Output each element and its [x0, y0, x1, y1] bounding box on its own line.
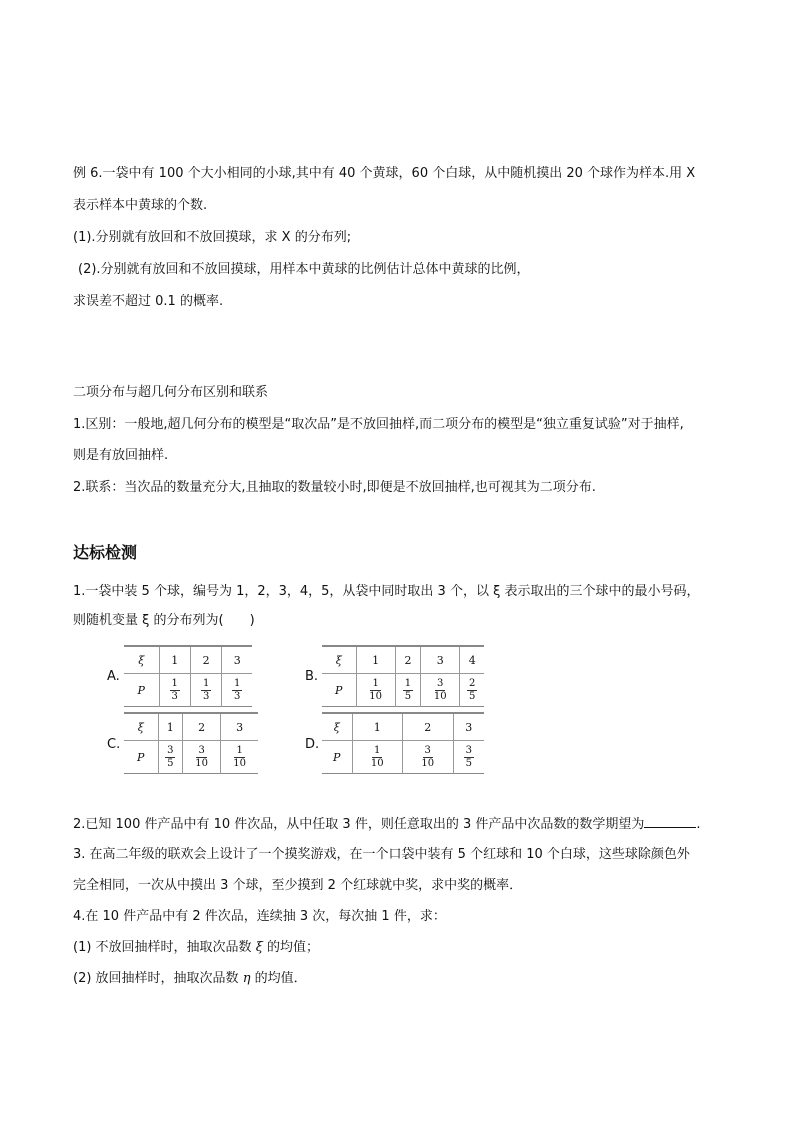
- option-d-table: [322, 712, 484, 774]
- example6-line2: 表示样本中黄球的个数.: [73, 198, 208, 213]
- option-b-table: [322, 645, 484, 707]
- comparison-title: 二项分布与超几何分布区别和联系: [73, 385, 269, 400]
- p-label: P: [137, 683, 145, 697]
- value-cell: 2: [395, 646, 420, 674]
- value-cell: 2: [190, 646, 221, 674]
- prob-cell: $\frac{1}{3}$: [222, 674, 252, 707]
- value-cell: 2: [183, 713, 221, 741]
- q2-period: .: [696, 817, 701, 832]
- q4-part2-text: (2) 放回抽样时，抽取次品数: [73, 971, 243, 986]
- prob-cell: $\frac{1}{10}$: [356, 674, 395, 707]
- option-a-table: [124, 645, 252, 707]
- comparison-diff1: 1.区别：一般地,超几何分布的模型是“取次品”是不放回抽样,而二项分布的模型是“独立重复试验”对于抽样,: [73, 417, 684, 432]
- answer-blank[interactable]: [644, 815, 696, 828]
- example6-part3: 求误差不超过 0.1 的概率.: [73, 294, 224, 309]
- xi-label: ξ: [322, 646, 356, 674]
- eta-variable: η: [242, 971, 251, 986]
- prob-cell: $\frac{1}{5}$: [395, 674, 420, 707]
- prob-cell: $\frac{3}{10}$: [421, 674, 460, 707]
- p-label: P: [137, 750, 145, 764]
- value-cell: 4: [460, 646, 484, 674]
- q4-line1: 4.在 10 件产品中有 2 件次品，连续抽 3 次，每次抽 1 件，求：: [73, 909, 446, 924]
- p-label: P: [335, 683, 343, 697]
- p-label: P: [333, 750, 341, 764]
- q4-part1: [73, 939, 319, 957]
- prob-cell: $\frac{1}{3}$: [159, 674, 190, 707]
- value-cell: 1: [159, 646, 190, 674]
- q4-part2-end: 的均值．: [250, 971, 307, 986]
- value-cell: 3: [421, 646, 460, 674]
- prob-cell: $\frac{3}{10}$: [183, 741, 221, 774]
- example6-part2: (2).分别就有放回和不放回摸球，用样本中黄球的比例估计总体中黄球的比例，: [78, 262, 530, 277]
- prob-cell: $\frac{3}{5}$: [158, 741, 183, 774]
- q4-part2: [73, 970, 307, 988]
- q3-line1: 3. 在高二年级的联欢会上设计了一个摸奖游戏，在一个口袋中装有 5 个红球和 10 个白球，这些球除颜色外: [73, 847, 690, 862]
- q4-part1-text: (1) 不放回抽样时，抽取次品数: [73, 940, 256, 955]
- xi-variable: ξ: [255, 940, 263, 955]
- xi-label: ξ: [322, 713, 352, 741]
- value-cell: 1: [158, 713, 183, 741]
- prob-cell: $\frac{3}{5}$: [453, 741, 484, 774]
- section-title: 达标检测: [73, 543, 138, 562]
- q4-part1-end: 的均值；: [262, 940, 319, 955]
- value-cell: 1: [352, 713, 403, 741]
- value-cell: 2: [403, 713, 454, 741]
- comparison-diff2: 则是有放回抽样.: [73, 448, 169, 463]
- option-c-letter[interactable]: C.: [107, 737, 121, 752]
- prob-cell: $\frac{1}{3}$: [190, 674, 221, 707]
- comparison-link: 2.联系：当次品的数量充分大,且抽取的数量较小时,即便是不放回抽样,也可视其为二项分布.: [73, 480, 596, 495]
- prob-cell: $\frac{1}{10}$: [221, 741, 258, 774]
- value-cell: 1: [356, 646, 395, 674]
- prob-cell: $\frac{2}{5}$: [460, 674, 484, 707]
- xi-label: ξ: [124, 713, 158, 741]
- prob-cell: $\frac{1}{10}$: [352, 741, 403, 774]
- option-a-letter[interactable]: A.: [107, 669, 120, 684]
- value-cell: 3: [221, 713, 258, 741]
- value-cell: 3: [453, 713, 484, 741]
- value-cell: 3: [222, 646, 252, 674]
- q1-line2: 则随机变量 ξ 的分布列为( ): [73, 613, 255, 628]
- example6-part1: (1).分别就有放回和不放回摸球，求 X 的分布列;: [73, 230, 352, 245]
- q2-text: 2.已知 100 件产品中有 10 件次品，从中任取 3 件，则任意取出的 3 件产品中次品数的数学期望为: [73, 817, 645, 832]
- q1-line1: 1.一袋中装 5 个球，编号为 1，2，3，4，5，从袋中同时取出 3 个，以 ξ 表示取出的三个球中的最小号码，: [73, 584, 700, 599]
- prob-cell: $\frac{3}{10}$: [403, 741, 454, 774]
- example6-line1: 例 6.一袋中有 100 个大小相同的小球,其中有 40 个黄球，60 个白球，从中随机摸出 20 个球作为样本.用 X: [73, 166, 696, 181]
- q2-line: [73, 815, 701, 834]
- option-b-letter[interactable]: B.: [305, 669, 319, 684]
- xi-label: ξ: [124, 646, 159, 674]
- q3-line2: 完全相同，一次从中摸出 3 个球，至少摸到 2 个红球就中奖，求中奖的概率．: [73, 878, 523, 893]
- option-d-letter[interactable]: D.: [305, 737, 320, 752]
- option-c-table: [124, 712, 258, 774]
